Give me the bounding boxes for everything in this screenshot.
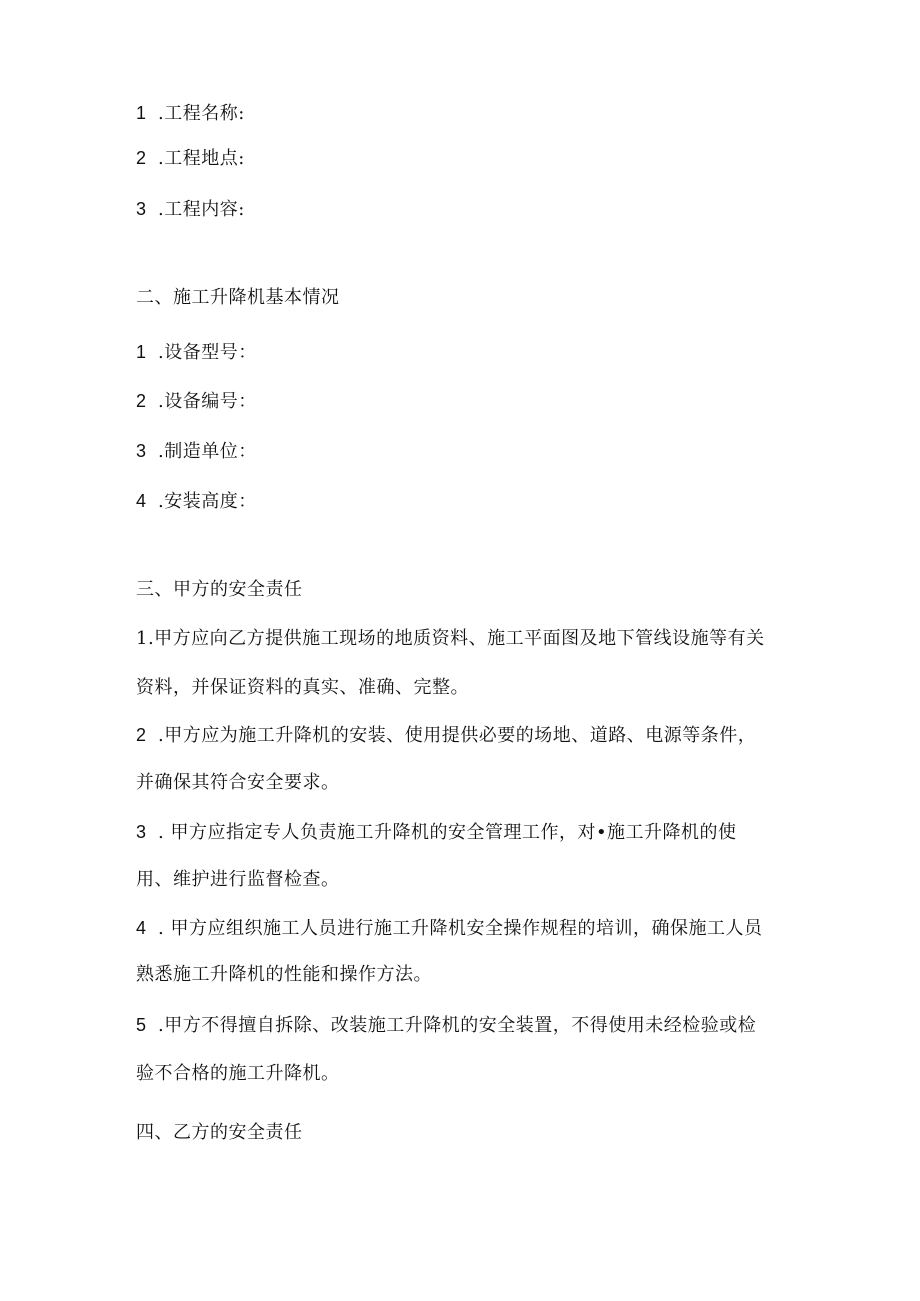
item-label: .制造单位： <box>158 441 257 462</box>
item-label: .工程名称: <box>158 103 245 124</box>
item-number: 1 <box>136 103 147 123</box>
section-heading-party-a: 三、甲方的安全责任 <box>136 579 303 600</box>
project-location-item <box>136 146 245 171</box>
clause-number: 5 <box>136 1015 147 1035</box>
clause-line: 并确保其符合安全要求。 <box>136 772 340 793</box>
project-content-item <box>136 197 245 222</box>
clause-line <box>136 916 762 941</box>
clause-text: .甲方不得擅自拆除、改装施工升降机的安全装置，不得使用未经检验或检 <box>158 1015 757 1036</box>
clause-line <box>136 820 737 845</box>
item-number: 3 <box>136 441 147 461</box>
item-number: 1 <box>136 342 147 362</box>
item-label: .设备型号： <box>158 342 257 363</box>
manufacturer-item <box>136 439 257 464</box>
clause-line <box>136 1013 756 1038</box>
item-number: 4 <box>136 491 147 511</box>
section-heading-hoist-info: 二、施工升降机基本情况 <box>136 287 340 308</box>
item-number: 3 <box>136 199 147 219</box>
install-height-item <box>136 489 257 514</box>
section-heading-party-b: 四、乙方的安全责任 <box>136 1122 303 1143</box>
clause-number: 2 <box>136 725 147 745</box>
equipment-number-item <box>136 389 257 414</box>
item-number: 2 <box>136 148 147 168</box>
clause-line: 1.甲方应向乙方提供施工现场的地质资料、施工平面图及地下管线设施等有关 <box>136 628 765 649</box>
clause-text: . 甲方应指定专人负责施工升降机的安全管理工作，对•施工升降机的使 <box>158 822 737 843</box>
project-name-item <box>136 101 245 126</box>
item-label: .工程内容: <box>158 199 245 220</box>
clause-line: 验不合格的施工升降机。 <box>136 1063 340 1084</box>
clause-text: . 甲方应组织施工人员进行施工升降机安全操作规程的培训，确保施工人员 <box>158 918 763 939</box>
clause-number: 4 <box>136 918 147 938</box>
clause-line: 熟悉施工升降机的性能和操作方法。 <box>136 964 432 985</box>
item-label: .安装高度： <box>158 491 257 512</box>
item-number: 2 <box>136 391 147 411</box>
item-label: .工程地点: <box>158 148 245 169</box>
clause-number: 3 <box>136 822 147 842</box>
clause-line <box>136 723 756 748</box>
clause-text: .甲方应为施工升降机的安装、使用提供必要的场地、道路、电源等条件， <box>158 725 757 746</box>
clause-line: 用、维护进行监督检查。 <box>136 869 340 890</box>
item-label: .设备编号： <box>158 391 257 412</box>
clause-line: 资料，并保证资料的真实、准确、完整。 <box>136 677 469 698</box>
equipment-model-item <box>136 340 257 365</box>
